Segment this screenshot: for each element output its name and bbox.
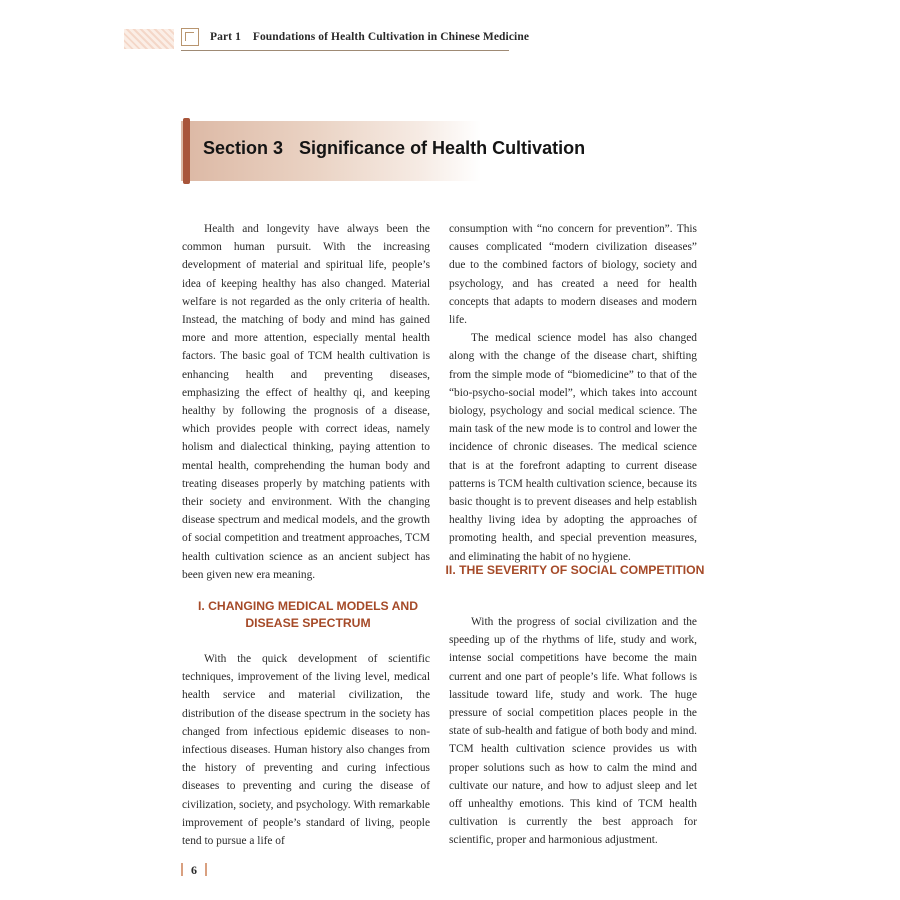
subsection-heading-1: I. CHANGING MEDICAL MODELS AND DISEASE SPECTRUM: [197, 599, 419, 630]
part1-paragraph-2: The medical science model has also changed along with the change of the disease chart, shifting from the simple mode of “biomedicine” to that of the “bio-psycho-social model”, which takes into account biology, psychology and social medical science. The main task of the new mode is to control and lower the incidence of chronic diseases. The medical science that is at the forefront adapting to current disease patterns is TCM health cultivation science, because its basic thought is to prevent diseases and help establish healthy living idea by adopting the approaches of promoting health, and special prevention measures, and eliminating the habit of no hygiene.: [449, 332, 697, 563]
intro-column: [182, 220, 430, 584]
right-column-top: [449, 220, 697, 566]
subsection-heading-2: II. THE SEVERITY OF SOCIAL COMPETITION: [445, 563, 705, 577]
page-number-bar-right: [205, 863, 207, 876]
running-header-title: Part 1 Foundations of Health Cultivation in Chinese Medicine: [210, 31, 530, 43]
header-pattern: [124, 29, 174, 49]
intro-paragraph: Health and longevity have always been the common human pursuit. With the increasing development of material and spiritual life, people’s idea of keeping healthy has also changed. Material welfare is not regarded as the only criteria of health. Instead, the matching of body and mind has gained more and more attention, especially mental health factors. The basic goal of TCM health cultivation is enhancing health and preventing diseases, emphasizing the effect of healthy qi, and keeping healthy by following the prognosis of a disease, which provides people with correct ideas, namely holism and dialectical thinking, paying attention to mental health, comprehending the human body and treating diseases properly by matching patients with their society and environment. With the changing disease spectrum and medical models, and the growth of social competition and treatment approaches, TCM health cultivation science as an ancient subject has been given new era meaning.: [182, 223, 430, 581]
page-number: [181, 863, 215, 878]
part1-paragraph-1-continued: consumption with “no concern for prevention”. This causes complicated “modern civilization diseases” due to the combined factors of biology, society and psychology, and has created a need for health concepts that adapts to modern diseases and modern life.: [449, 223, 697, 327]
fret-pattern-icon: [181, 28, 199, 46]
page-number-text: 6: [191, 863, 197, 877]
part2-column: [449, 613, 697, 850]
part2-paragraph-1: With the progress of social civilization and the speeding up of the rhythms of life, study and work, intense social competitions have become the main current and one part of people’s life. What follows is lassitude toward life, study and work. The huge pressure of social competition places people in the state of sub-health and fatigue of both body and mind. TCM health cultivation science provides us with proper solutions such as how to calm the mind and cultivate our nature, and how to adjust sleep and let off unhealthy emotions. This kind of TCM health cultivation is currently the best approach for scientific, proper and harmonious adjustment.: [449, 616, 697, 847]
header-divider: [181, 50, 509, 51]
part1-column: [182, 650, 430, 850]
banner-scroll-edge: [183, 118, 190, 184]
section-number: Section 3: [203, 138, 284, 158]
section-title: [203, 138, 585, 159]
section-title-text: Significance of Health Cultivation: [299, 138, 586, 158]
part1-paragraph-1: With the quick development of scientific techniques, improvement of the living level, medical health service and material civilization, the distribution of the disease spectrum in the society has changed from infectious epidemic diseases to non-infectious diseases. Human history also changes from the history of preventing and curing infectious diseases to preventing and curing the disease of civilization, society, and psychology. With remarkable improvement of people’s standard of living, people tend to pursue a life of: [182, 653, 430, 848]
page-number-bar-left: [181, 863, 183, 876]
